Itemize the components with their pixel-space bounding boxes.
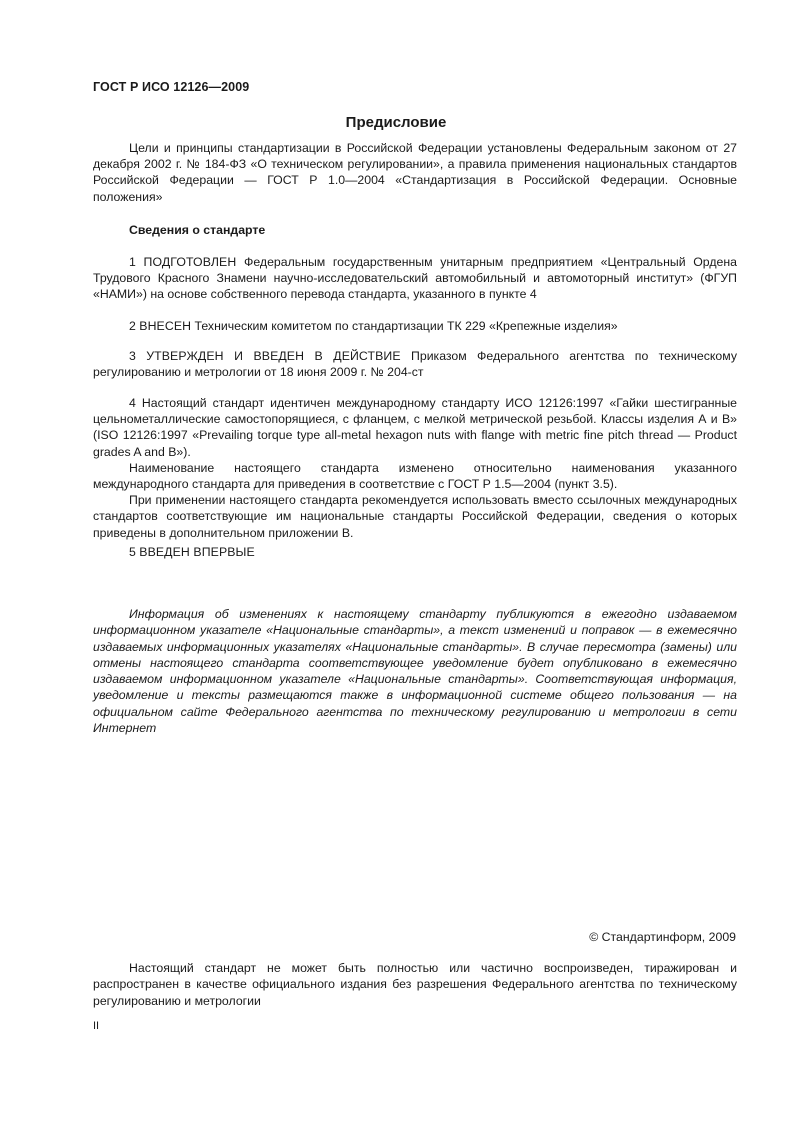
page-title: Предисловие: [345, 114, 447, 131]
list-item: [93, 318, 737, 334]
item-number: 2: [129, 319, 136, 333]
list-item: [93, 348, 737, 380]
item-keyword: ПОДГОТОВЛЕН: [143, 255, 237, 269]
item-number: 4: [129, 396, 136, 410]
item-number: 1: [129, 255, 136, 269]
page-number: II: [93, 1020, 100, 1032]
item-text: Настоящий стандарт идентичен международному стандарту ИСО 12126:1997 «Гайки шестигранные цельнометаллические самостопорящиеся, с фланцем, с мелкой метрической резьбой. Классы изделия А и В» (ISO 12126:1997 «Prevailing torque type all-metal hexagon nuts with flange with metric fine pitch thread — Product grades A and B»).: [93, 396, 738, 459]
section-heading: Сведения о стандарте: [129, 223, 266, 237]
list-item: [93, 395, 737, 541]
item-number: 5: [129, 545, 136, 559]
item-paragraph: При применении настоящего стандарта рекомендуется использовать вместо ссылочных международных стандартов соответствующие им национальные стандарты Российской Федерации, сведения о которых приведены в дополнительном приложении В.: [93, 493, 737, 540]
item-text: Федеральным государственным унитарным предприятием «Центральный Ордена Трудового Красного Знамени научно-исследовательский автомобильный и автомоторный институт» (ФГУП «НАМИ») на основе собственного перевода стандарта, указанного в пункте 4: [93, 255, 737, 302]
item-text: Приказом Федерального агентства по техническому регулированию и метрологии от 18 июня 2009 г. № 204-ст: [93, 349, 737, 380]
list-item: [93, 544, 737, 560]
document-code: ГОСТ Р ИСО 12126—2009: [93, 80, 250, 94]
intro-text: Цели и принципы стандартизации в Российской Федерации установлены Федеральным законом от 27 декабря 2002 г. № 184-ФЗ «О техническом регулировании», а правила применения национальных стандартов Российской Федерации — ГОСТ Р 1.0—2004 «Стандартизация в Российской Федерации. Основные положения»: [93, 141, 737, 204]
item-keyword: ВНЕСЕН: [139, 319, 192, 333]
amendments-notice: [93, 606, 737, 736]
list-item: [93, 254, 737, 303]
item-keyword: УТВЕРЖДЕН И ВВЕДЕН В ДЕЙСТВИЕ: [146, 349, 401, 363]
reproduction-notice: [93, 960, 737, 1009]
copyright: © Стандартинформ, 2009: [589, 930, 736, 944]
item-paragraph: Наименование настоящего стандарта изменено относительно наименования указанного международного стандарта для приведения в соответствие с ГОСТ Р 1.5—2004 (пункт 3.5).: [93, 460, 737, 492]
intro-paragraph: [93, 140, 737, 205]
item-keyword: ВВЕДЕН ВПЕРВЫЕ: [139, 545, 255, 559]
reproduction-notice-text: Настоящий стандарт не может быть полностью или частично воспроизведен, тиражирован и распространен в качестве официального издания без разрешения Федерального агентства по техническому регулированию и метрологии: [93, 961, 737, 1008]
amendments-notice-text: Информация об изменениях к настоящему стандарту публикуются в ежегодно издаваемом информационном указателе «Национальные стандарты», а текст изменений и поправок — в ежемесячно издаваемых информационных указателях «Национальные стандарты». В случае пересмотра (замены) или отмены настоящего стандарта соответствующее уведомление будет опубликовано в ежемесячно издаваемом информационном указателе «Национальные стандарты». Соответствующая информация, уведомление и тексты размещаются также в информационной системе общего пользования — на официальном сайте Федерального агентства по техническому регулированию и метрологии в сети Интернет: [93, 607, 737, 736]
item-number: 3: [129, 349, 136, 363]
item-text: Техническим комитетом по стандартизации ТК 229 «Крепежные изделия»: [191, 319, 618, 333]
